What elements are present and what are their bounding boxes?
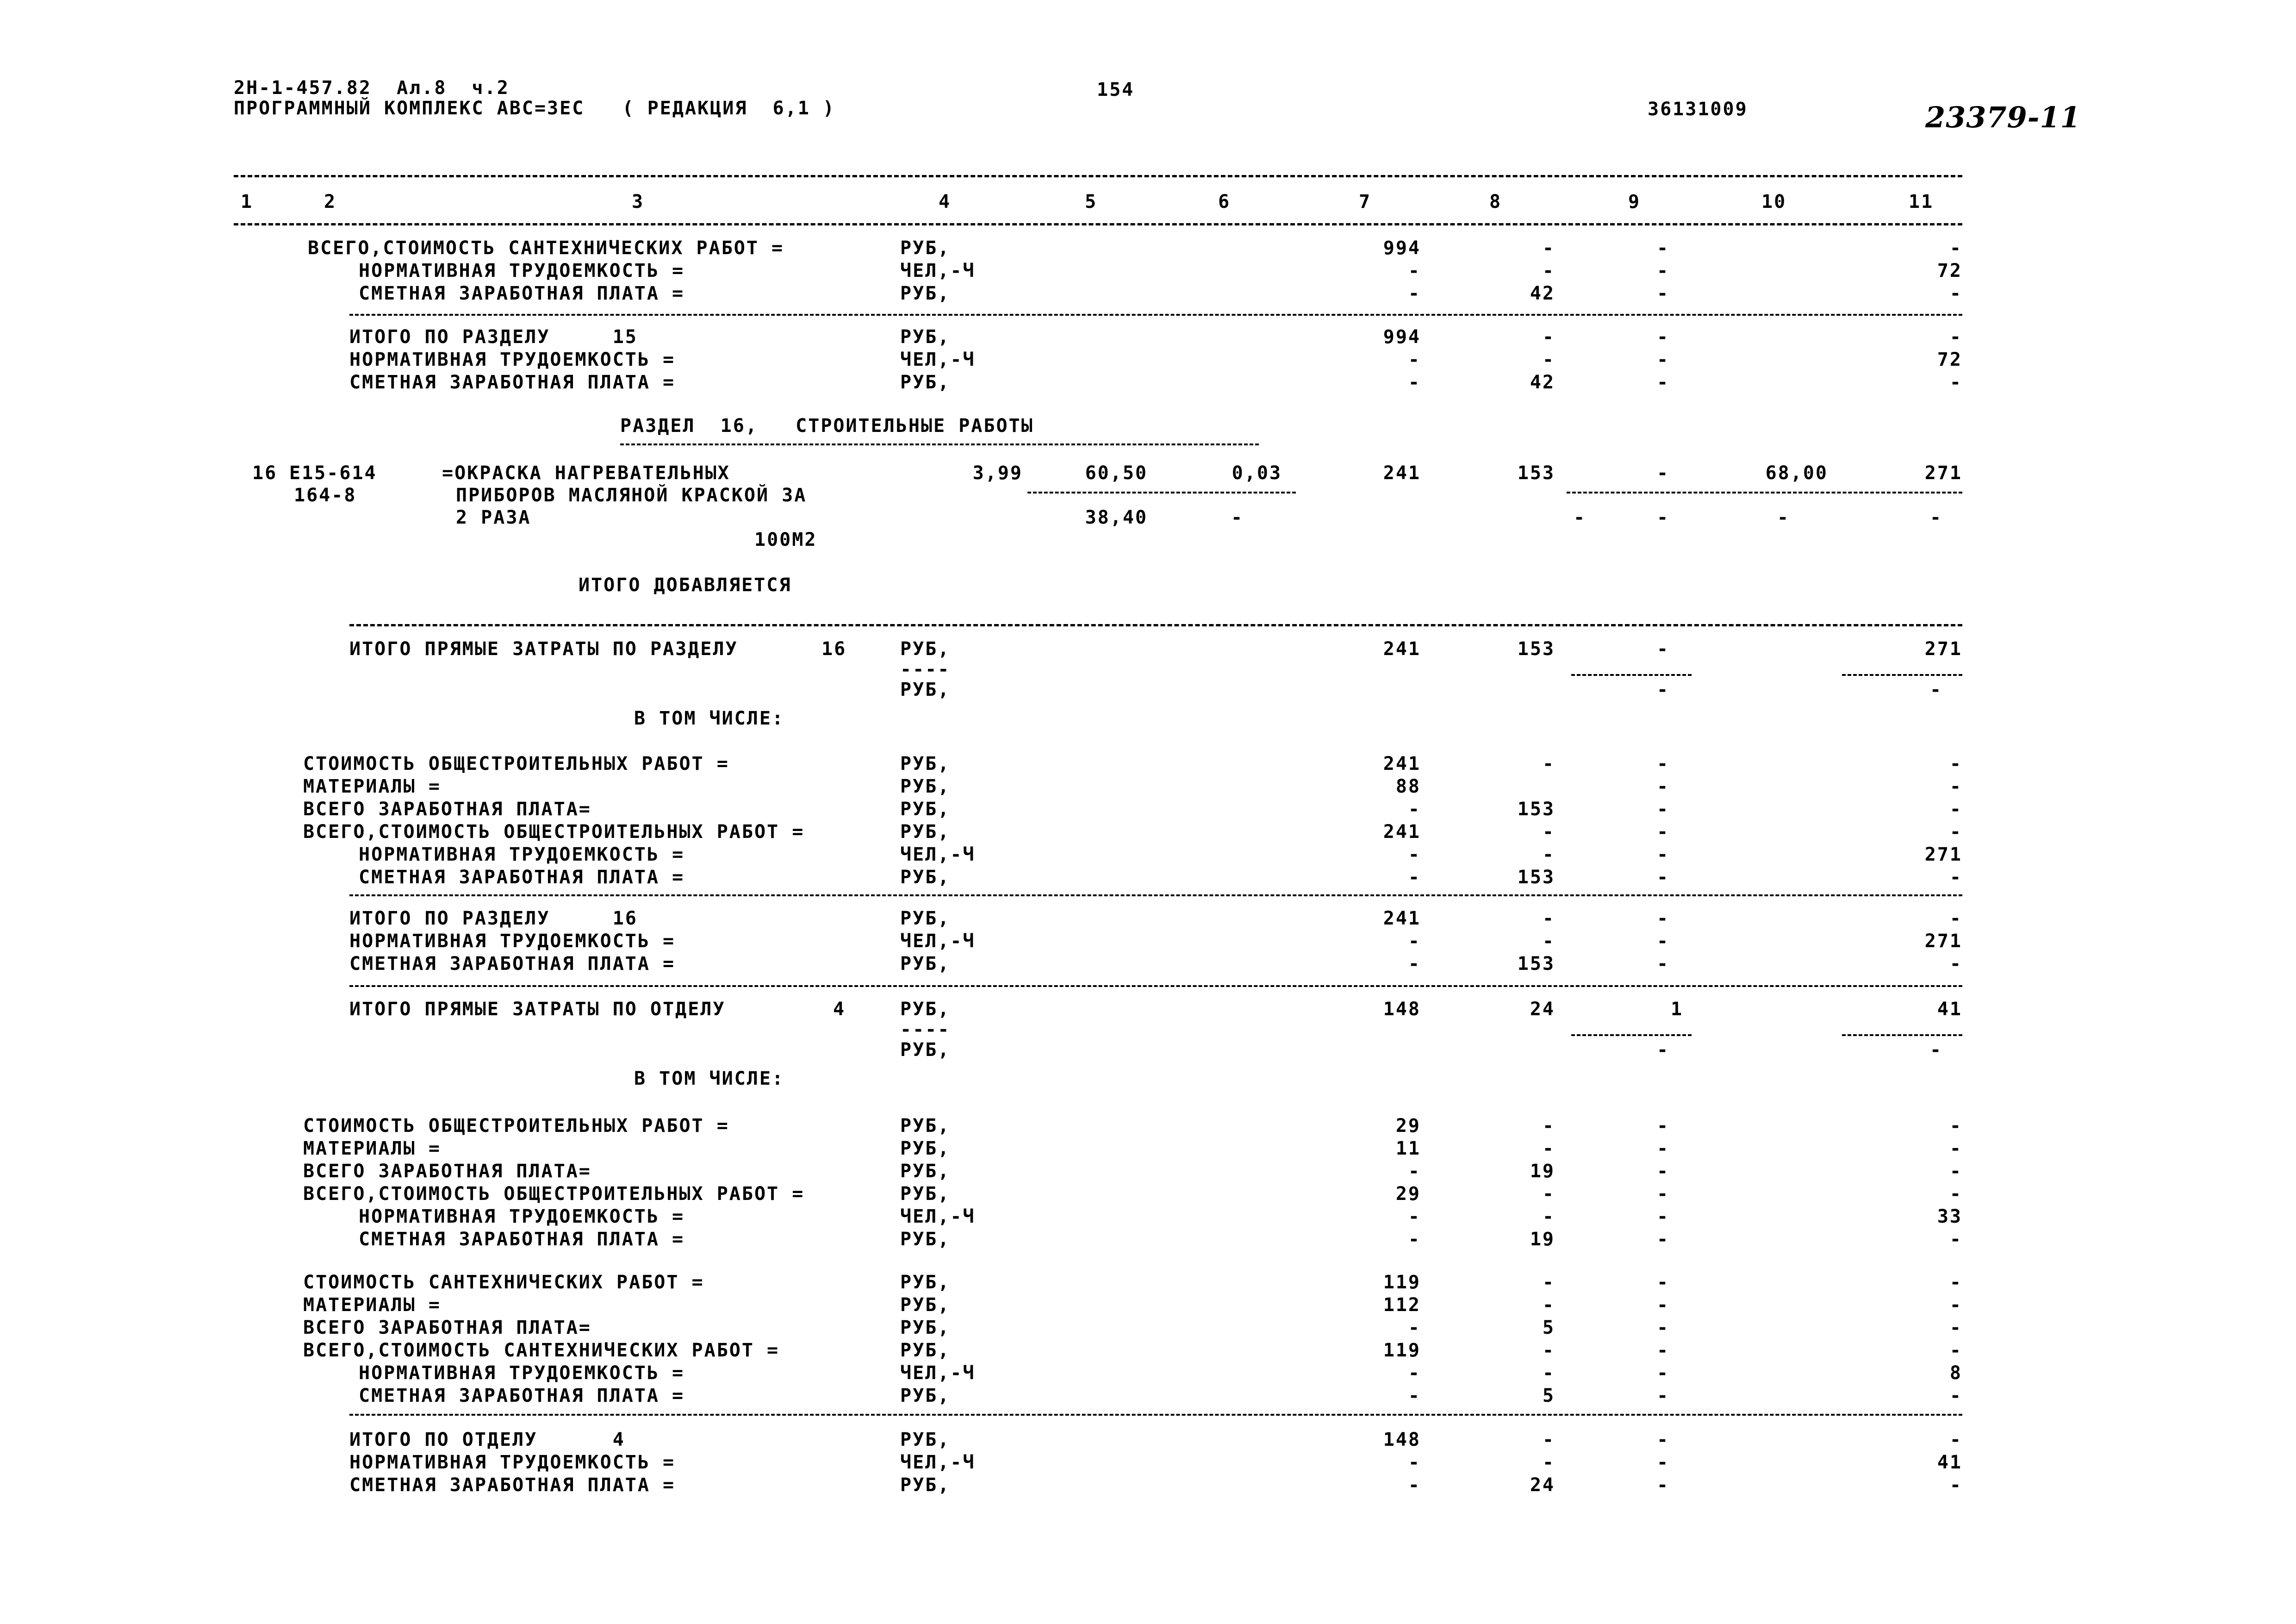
section16-breakdown-row-label: ВСЕГО,СТОИМОСТЬ ОБЩЕСТРОИТЕЛЬНЫХ РАБОТ = — [303, 821, 805, 843]
section16-breakdown-row-col-7: 88 — [1395, 776, 1421, 797]
department-direct-unit: РУБ, — [900, 999, 951, 1020]
department-general-row-col-9: - — [1657, 1206, 1670, 1227]
department-sanitary-row-label: СМЕТНАЯ ЗАРАБОТНАЯ ПЛАТА = — [359, 1385, 685, 1406]
section16-breakdown-row-label: НОРМАТИВНАЯ ТРУДОЕМКОСТЬ = — [359, 844, 685, 865]
sanitary-summary-row-col-8: 42 — [1530, 283, 1555, 304]
department-total-row-col-8: 24 — [1530, 1474, 1555, 1496]
department-sanitary-row-unit: РУБ, — [900, 1294, 951, 1316]
department-sanitary-row-unit: РУБ, — [900, 1272, 951, 1293]
rule-before-department-total — [349, 1414, 1962, 1416]
handwritten-number: 23379-11 — [1925, 100, 2081, 134]
department-general-row-col-9: - — [1657, 1161, 1670, 1182]
department-sanitary-row-col-7: 112 — [1383, 1294, 1421, 1316]
department-direct-col-9-second: - — [1657, 1039, 1670, 1061]
section15-total-row-col-7: - — [1408, 349, 1421, 370]
section16-total-row-unit: РУБ, — [900, 908, 951, 929]
department-sanitary-row-unit: РУБ, — [900, 1385, 951, 1406]
sanitary-summary-row-col-9: - — [1657, 283, 1670, 304]
section16-total-row-col-7: - — [1408, 953, 1421, 974]
table-top-rule — [234, 175, 1962, 177]
department-total-row-col-9: - — [1657, 1452, 1670, 1473]
department-sanitary-row-col-9: - — [1657, 1385, 1670, 1406]
department-sanitary-row-col-11: - — [1949, 1385, 1962, 1406]
section15-total-row-label: НОРМАТИВНАЯ ТРУДОЕМКОСТЬ = — [349, 349, 676, 370]
department-direct-unit-dash: ---- — [900, 1019, 951, 1040]
department-direct-col-11-second: - — [1930, 1039, 1943, 1061]
department-general-row-unit: РУБ, — [900, 1183, 951, 1205]
section15-total-row-col-8: - — [1542, 349, 1555, 370]
department-general-row-col-11: - — [1949, 1183, 1962, 1205]
section-title-underline — [620, 443, 1259, 445]
department-sanitary-row-col-7: - — [1408, 1385, 1421, 1406]
section16-breakdown-row-col-8: - — [1542, 844, 1555, 865]
column-header-10: 10 — [1761, 191, 1787, 212]
section16-breakdown-row-unit: РУБ, — [900, 821, 951, 843]
section16-breakdown-row-col-8: - — [1542, 821, 1555, 843]
item-description-line-2: ПРИБОРОВ МАСЛЯНОЙ КРАСКОЙ ЗА — [456, 485, 807, 506]
section-direct-col-11: 271 — [1924, 638, 1962, 660]
department-sanitary-row-label: ВСЕГО ЗАРАБОТНАЯ ПЛАТА= — [303, 1317, 591, 1338]
department-sanitary-row-col-7: 119 — [1383, 1272, 1421, 1293]
section16-total-row-col-9: - — [1657, 931, 1670, 952]
section16-total-row-col-8: 153 — [1517, 953, 1555, 974]
department-sanitary-row-col-8: - — [1542, 1272, 1555, 1293]
department-general-row-label: МАТЕРИАЛЫ = — [303, 1138, 441, 1159]
section15-total-row-col-11: - — [1949, 372, 1962, 393]
section15-total-row-col-8: 42 — [1530, 372, 1555, 393]
sanitary-summary-row-unit: РУБ, — [900, 237, 951, 259]
section16-total-row-label: НОРМАТИВНАЯ ТРУДОЕМКОСТЬ = — [349, 931, 676, 952]
column-header-4: 4 — [939, 191, 952, 212]
section16-breakdown-row-col-7: - — [1408, 844, 1421, 865]
department-total-row-label: ИТОГО ПО ОТДЕЛУ 4 — [349, 1429, 625, 1450]
department-general-row-col-8: - — [1542, 1183, 1555, 1205]
section16-breakdown-row-col-11: 271 — [1924, 844, 1962, 865]
department-general-row-label: СМЕТНАЯ ЗАРАБОТНАЯ ПЛАТА = — [359, 1229, 685, 1250]
department-sanitary-row-col-11: - — [1949, 1272, 1962, 1293]
department-general-row-unit: РУБ, — [900, 1138, 951, 1159]
department-sanitary-row-col-8: - — [1542, 1294, 1555, 1316]
department-total-row-col-11: 41 — [1937, 1452, 1962, 1473]
department-sanitary-row-unit: РУБ, — [900, 1340, 951, 1361]
section16-total-row-col-11: 271 — [1924, 931, 1962, 952]
item-col-9: - — [1657, 462, 1670, 484]
department-general-row-col-8: - — [1542, 1115, 1555, 1137]
section16-breakdown-row-unit: РУБ, — [900, 799, 951, 820]
department-sanitary-row-col-7: 119 — [1383, 1340, 1421, 1361]
department-sanitary-row-col-9: - — [1657, 1362, 1670, 1384]
item-col-6-second: - — [1231, 507, 1244, 528]
sanitary-summary-row-col-11: - — [1949, 237, 1962, 259]
department-general-row-col-8: - — [1542, 1206, 1555, 1227]
item-rule-c9-c11 — [1567, 492, 1962, 493]
department-general-row-unit: РУБ, — [900, 1229, 951, 1250]
department-general-row-label: ВСЕГО,СТОИМОСТЬ ОБЩЕСТРОИТЕЛЬНЫХ РАБОТ = — [303, 1183, 805, 1205]
section16-breakdown-row-col-9: - — [1657, 799, 1670, 820]
section-16-title: РАЗДЕЛ 16, СТРОИТЕЛЬНЫЕ РАБОТЫ — [620, 415, 1034, 437]
department-general-row-col-9: - — [1657, 1138, 1670, 1159]
section16-breakdown-row-label: МАТЕРИАЛЫ = — [303, 776, 441, 797]
item-col-11-second: - — [1930, 507, 1943, 528]
section16-total-row-col-11: - — [1949, 908, 1962, 929]
department-total-row-col-7: 148 — [1383, 1429, 1421, 1450]
section16-total-row-label: ИТОГО ПО РАЗДЕЛУ 16 — [349, 908, 638, 929]
department-sanitary-row-label: ВСЕГО,СТОИМОСТЬ САНТЕХНИЧЕСКИХ РАБОТ = — [303, 1340, 780, 1361]
section16-breakdown-row-col-9: - — [1657, 867, 1670, 888]
item-col-11: 271 — [1924, 462, 1962, 484]
section15-total-row-col-9: - — [1657, 326, 1670, 348]
sanitary-summary-row-col-9: - — [1657, 260, 1670, 281]
section16-total-row-col-7: - — [1408, 931, 1421, 952]
item-col-8-second: - — [1574, 507, 1587, 528]
department-sanitary-row-label: МАТЕРИАЛЫ = — [303, 1294, 441, 1316]
department-total-row-col-11: - — [1949, 1429, 1962, 1450]
department-direct-col-9: 1 — [1671, 999, 1684, 1020]
department-general-row-col-8: - — [1542, 1138, 1555, 1159]
section15-total-row-col-7: 994 — [1383, 326, 1421, 348]
section16-breakdown-row-col-11: - — [1949, 753, 1962, 775]
department-sanitary-row-label: СТОИМОСТЬ САНТЕХНИЧЕСКИХ РАБОТ = — [303, 1272, 704, 1293]
section16-breakdown-row-unit: РУБ, — [900, 867, 951, 888]
rule-before-section-direct — [349, 624, 1962, 626]
rule-before-section-total — [349, 894, 1962, 896]
sanitary-summary-row-col-11: 72 — [1937, 260, 1962, 281]
sanitary-summary-row-col-8: - — [1542, 237, 1555, 259]
department-general-row-col-8: 19 — [1530, 1161, 1555, 1182]
section16-total-row-col-11: - — [1949, 953, 1962, 974]
section-direct-col-9-second: - — [1657, 679, 1670, 700]
column-header-1: 1 — [241, 191, 254, 212]
section16-total-row-label: СМЕТНАЯ ЗАРАБОТНАЯ ПЛАТА = — [349, 953, 676, 974]
section15-total-row-col-11: - — [1949, 326, 1962, 348]
section16-breakdown-row-unit: РУБ, — [900, 776, 951, 797]
section16-breakdown-row-col-9: - — [1657, 776, 1670, 797]
department-general-row-col-7: - — [1408, 1161, 1421, 1182]
added-total-caption: ИТОГО ДОБАВЛЯЕТСЯ — [579, 575, 792, 596]
department-direct-label: ИТОГО ПРЯМЫЕ ЗАТРАТЫ ПО ОТДЕЛУ — [349, 999, 726, 1020]
rule-before-department-direct — [349, 985, 1962, 987]
section16-breakdown-row-col-7: - — [1408, 799, 1421, 820]
section16-breakdown-row-unit: РУБ, — [900, 753, 951, 775]
sanitary-summary-row-col-11: - — [1949, 283, 1962, 304]
item-description-line-1: =ОКРАСКА НАГРЕВАТЕЛЬНЫХ — [442, 462, 730, 484]
sanitary-summary-row-col-7: 994 — [1383, 237, 1421, 259]
department-total-row-col-7: - — [1408, 1474, 1421, 1496]
department-total-row-col-9: - — [1657, 1474, 1670, 1496]
department-sanitary-row-label: НОРМАТИВНАЯ ТРУДОЕМКОСТЬ = — [359, 1362, 685, 1384]
item-col-10-second: - — [1777, 507, 1790, 528]
department-sanitary-row-col-7: - — [1408, 1317, 1421, 1338]
section16-breakdown-row-label: СМЕТНАЯ ЗАРАБОТНАЯ ПЛАТА = — [359, 867, 685, 888]
department-sanitary-row-col-8: 5 — [1542, 1317, 1555, 1338]
column-header-5: 5 — [1085, 191, 1098, 212]
item-code: Е15-614 — [289, 462, 377, 484]
column-header-8: 8 — [1489, 191, 1502, 212]
department-general-row-unit: РУБ, — [900, 1161, 951, 1182]
sanitary-summary-row-unit: РУБ, — [900, 283, 951, 304]
section16-total-row-unit: ЧЕЛ,-Ч — [900, 931, 976, 952]
department-total-row-col-7: - — [1408, 1452, 1421, 1473]
sanitary-summary-row-label: НОРМАТИВНАЯ ТРУДОЕМКОСТЬ = — [359, 260, 685, 281]
department-general-row-col-11: 33 — [1937, 1206, 1962, 1227]
department-direct-number: 4 — [833, 999, 846, 1020]
section15-total-row-col-11: 72 — [1937, 349, 1962, 370]
section16-breakdown-row-col-7: 241 — [1383, 753, 1421, 775]
section-direct-label: ИТОГО ПРЯМЫЕ ЗАТРАТЫ ПО РАЗДЕЛУ — [349, 638, 738, 660]
department-sanitary-row-col-8: - — [1542, 1340, 1555, 1361]
department-direct-unit-second: РУБ, — [900, 1039, 951, 1061]
sanitary-summary-row-unit: ЧЕЛ,-Ч — [900, 260, 976, 281]
item-col-6: 0,03 — [1232, 462, 1282, 484]
item-col-4: 3,99 — [972, 462, 1023, 484]
item-number: 16 — [252, 462, 278, 484]
department-general-row-col-9: - — [1657, 1229, 1670, 1250]
department-total-row-unit: РУБ, — [900, 1474, 951, 1496]
section16-breakdown-row-col-11: - — [1949, 799, 1962, 820]
department-sanitary-row-col-11: 8 — [1949, 1362, 1962, 1384]
department-direct-col-11: 41 — [1937, 999, 1962, 1020]
department-general-row-col-11: - — [1949, 1161, 1962, 1182]
program-title: ПРОГРАММНЫЙ КОМПЛЕКС АВС=3ЕС ( РЕДАКЦИЯ 6,1 ) — [234, 98, 835, 119]
department-sanitary-row-col-8: - — [1542, 1362, 1555, 1384]
section-direct-rule-c11 — [1842, 674, 1962, 676]
page-number: 154 — [1097, 79, 1135, 100]
section16-breakdown-row-col-11: - — [1949, 867, 1962, 888]
section15-total-row-col-9: - — [1657, 372, 1670, 393]
department-general-row-unit: ЧЕЛ,-Ч — [900, 1206, 976, 1227]
item-col-10: 68,00 — [1765, 462, 1828, 484]
department-direct-col-7: 148 — [1383, 999, 1421, 1020]
section16-breakdown-row-col-9: - — [1657, 821, 1670, 843]
section16-breakdown-row-col-11: - — [1949, 776, 1962, 797]
section-direct-col-8: 153 — [1517, 638, 1555, 660]
department-sanitary-row-col-11: - — [1949, 1340, 1962, 1361]
department-general-row-label: ВСЕГО ЗАРАБОТНАЯ ПЛАТА= — [303, 1161, 591, 1182]
section16-total-row-col-8: - — [1542, 931, 1555, 952]
section-direct-col-7: 241 — [1383, 638, 1421, 660]
department-total-row-col-8: - — [1542, 1452, 1555, 1473]
section16-total-row-col-7: 241 — [1383, 908, 1421, 929]
item-col-9-second: - — [1657, 507, 1670, 528]
section15-total-row-unit: РУБ, — [900, 326, 951, 348]
column-header-11: 11 — [1909, 191, 1934, 212]
rule-after-sanitary-block — [349, 314, 1962, 316]
department-sanitary-row-col-9: - — [1657, 1317, 1670, 1338]
section-direct-rule-c9 — [1571, 674, 1692, 676]
document-code: 36131009 — [1648, 99, 1748, 120]
item-unit: 100М2 — [754, 529, 817, 550]
section16-breakdown-row-label: СТОИМОСТЬ ОБЩЕСТРОИТЕЛЬНЫХ РАБОТ = — [303, 753, 729, 775]
section15-total-row-col-7: - — [1408, 372, 1421, 393]
department-sanitary-row-col-9: - — [1657, 1272, 1670, 1293]
section-direct-unit-dash: ---- — [900, 659, 951, 680]
department-general-row-label: НОРМАТИВНАЯ ТРУДОЕМКОСТЬ = — [359, 1206, 685, 1227]
department-including-caption: В ТОМ ЧИСЛЕ: — [634, 1068, 784, 1089]
department-direct-col-8: 24 — [1530, 999, 1555, 1020]
sanitary-summary-row-col-8: - — [1542, 260, 1555, 281]
section-direct-number: 16 — [821, 638, 847, 660]
item-col-5-second: 38,40 — [1085, 507, 1148, 528]
section15-total-row-unit: РУБ, — [900, 372, 951, 393]
item-rule-c5-c6 — [1027, 492, 1296, 493]
section-direct-unit: РУБ, — [900, 638, 951, 660]
department-general-row-col-11: - — [1949, 1138, 1962, 1159]
item-code-secondary: 164-8 — [294, 485, 357, 506]
section15-total-row-col-9: - — [1657, 349, 1670, 370]
section15-total-row-label: СМЕТНАЯ ЗАРАБОТНАЯ ПЛАТА = — [349, 372, 676, 393]
department-sanitary-row-col-7: - — [1408, 1362, 1421, 1384]
department-sanitary-row-col-9: - — [1657, 1294, 1670, 1316]
department-total-row-col-11: - — [1949, 1474, 1962, 1496]
department-sanitary-row-unit: РУБ, — [900, 1317, 951, 1338]
department-sanitary-row-col-9: - — [1657, 1340, 1670, 1361]
section16-breakdown-row-col-8: 153 — [1517, 867, 1555, 888]
section16-total-row-col-9: - — [1657, 908, 1670, 929]
department-direct-rule-c9 — [1571, 1034, 1692, 1036]
sanitary-summary-row-col-9: - — [1657, 237, 1670, 259]
section16-breakdown-row-label: ВСЕГО ЗАРАБОТНАЯ ПЛАТА= — [303, 799, 591, 820]
department-total-row-unit: РУБ, — [900, 1429, 951, 1450]
section16-total-row-col-9: - — [1657, 953, 1670, 974]
department-general-row-col-11: - — [1949, 1115, 1962, 1137]
item-col-8: 153 — [1517, 462, 1555, 484]
sanitary-summary-row-col-7: - — [1408, 283, 1421, 304]
department-general-row-label: СТОИМОСТЬ ОБЩЕСТРОИТЕЛЬНЫХ РАБОТ = — [303, 1115, 729, 1137]
department-general-row-col-9: - — [1657, 1183, 1670, 1205]
section15-total-row-unit: ЧЕЛ,-Ч — [900, 349, 976, 370]
department-total-row-label: СМЕТНАЯ ЗАРАБОТНАЯ ПЛАТА = — [349, 1474, 676, 1496]
department-general-row-col-9: - — [1657, 1115, 1670, 1137]
department-sanitary-row-col-11: - — [1949, 1294, 1962, 1316]
department-general-row-col-7: - — [1408, 1206, 1421, 1227]
department-general-row-unit: РУБ, — [900, 1115, 951, 1137]
sanitary-summary-row-label: ВСЕГО,СТОИМОСТЬ САНТЕХНИЧЕСКИХ РАБОТ = — [308, 237, 784, 259]
column-header-9: 9 — [1628, 191, 1641, 212]
section16-breakdown-row-col-7: 241 — [1383, 821, 1421, 843]
section16-total-row-unit: РУБ, — [900, 953, 951, 974]
department-general-row-col-7: - — [1408, 1229, 1421, 1250]
section16-breakdown-row-col-8: - — [1542, 753, 1555, 775]
section16-breakdown-row-col-7: - — [1408, 867, 1421, 888]
document-reference: 2Н-1-457.82 Ал.8 ч.2 — [234, 77, 510, 99]
department-total-row-col-8: - — [1542, 1429, 1555, 1450]
section16-breakdown-row-col-9: - — [1657, 753, 1670, 775]
column-header-6: 6 — [1218, 191, 1231, 212]
section15-total-row-label: ИТОГО ПО РАЗДЕЛУ 15 — [349, 326, 638, 348]
column-header-3: 3 — [632, 191, 645, 212]
department-general-row-col-7: 29 — [1395, 1183, 1421, 1205]
section15-total-row-col-8: - — [1542, 326, 1555, 348]
department-sanitary-row-col-8: 5 — [1542, 1385, 1555, 1406]
item-col-7: 241 — [1383, 462, 1421, 484]
section-including-caption: В ТОМ ЧИСЛЕ: — [634, 708, 784, 729]
department-general-row-col-7: 29 — [1395, 1115, 1421, 1137]
department-general-row-col-7: 11 — [1395, 1138, 1421, 1159]
department-sanitary-row-unit: ЧЕЛ,-Ч — [900, 1362, 976, 1384]
section16-breakdown-row-col-8: 153 — [1517, 799, 1555, 820]
section-direct-col-11-second: - — [1930, 679, 1943, 700]
item-col-5: 60,50 — [1085, 462, 1148, 484]
department-general-row-col-8: 19 — [1530, 1229, 1555, 1250]
column-header-7: 7 — [1359, 191, 1372, 212]
sanitary-summary-row-col-7: - — [1408, 260, 1421, 281]
department-total-row-label: НОРМАТИВНАЯ ТРУДОЕМКОСТЬ = — [349, 1452, 676, 1473]
department-total-row-unit: ЧЕЛ,-Ч — [900, 1452, 976, 1473]
section16-breakdown-row-col-11: - — [1949, 821, 1962, 843]
item-description-line-3: 2 РАЗА — [456, 507, 531, 528]
section16-total-row-col-8: - — [1542, 908, 1555, 929]
section16-breakdown-row-col-9: - — [1657, 844, 1670, 865]
department-direct-rule-c11 — [1842, 1034, 1962, 1036]
department-total-row-col-9: - — [1657, 1429, 1670, 1450]
section-direct-col-9: - — [1657, 638, 1670, 660]
column-header-2: 2 — [324, 191, 337, 212]
department-sanitary-row-col-11: - — [1949, 1317, 1962, 1338]
section-direct-unit-second: РУБ, — [900, 679, 951, 700]
section16-breakdown-row-unit: ЧЕЛ,-Ч — [900, 844, 976, 865]
table-header-rule — [234, 223, 1962, 225]
department-general-row-col-11: - — [1949, 1229, 1962, 1250]
sanitary-summary-row-label: СМЕТНАЯ ЗАРАБОТНАЯ ПЛАТА = — [359, 283, 685, 304]
